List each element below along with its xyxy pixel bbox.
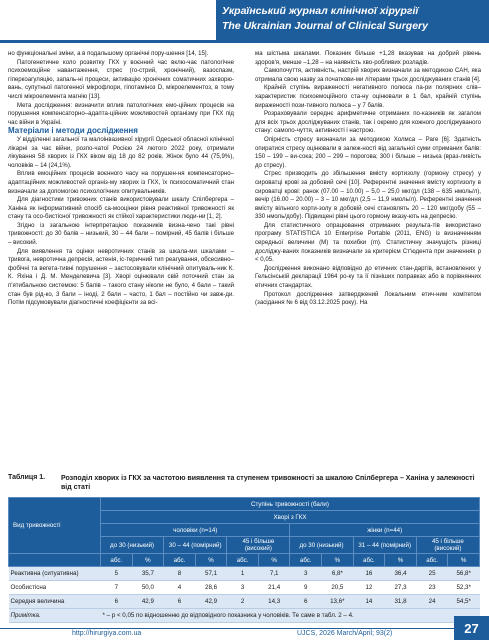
paragraph: Стрес призводить до збільшення вмісту кортизолу (гормону стресу) у сироватці крові за добовий сечі [10]. Референтні значення вмісту кортизолу в сироватці крові: ранок (07.00 – 10.00) – 5,0 – 25,0 мкг/дл (138 – 635 нмоль/л), вечір (16.00 – 20.00) – 3 – 10 мкг/дл (2,5 – 11,9 нмоль/л). Референтні значення вмісту вільного корти-золу в добовій сечі становлять 20 – 120 мкг/добу (55 – 330 нмоль/добу). Підвищені рівні цього гормону вказу-ють на депресію. <box>255 170 481 221</box>
table-head-pct: % <box>258 554 290 567</box>
table-cell: 35,7 <box>132 567 164 581</box>
table-cell: 5 <box>101 567 133 581</box>
paragraph: Для діагностики тривожних станів використовували шкалу Спілбергера – Ханіна як інформативний спосіб са-мооцінки рівня реактивної тривожності як стану та осо-бистісної тривожності як стійкої характеристики люди-ни [1, 2]. <box>8 196 234 221</box>
table-cell: 12 <box>353 581 385 595</box>
page-number: 27 <box>454 616 489 640</box>
table-cell: 6 <box>290 595 322 609</box>
journal-header <box>216 0 489 40</box>
right-column <box>255 50 481 308</box>
paragraph: Самопочуття, активність, настрій хворих визначали за методикою САН, яка отримала свою назву за початкови-ми літерами трьох досліджуваних станів [4]. <box>255 67 481 83</box>
table-note: * – p < 0,05 по відношенню до відповідного показника у чоловіків. Те саме в табл. 2 – 4. <box>101 609 480 623</box>
table-cell: 3 <box>227 581 259 595</box>
table-note-label: Примітка. <box>9 609 101 623</box>
table-row <box>9 581 480 595</box>
paragraph: но функціональні зміни, а в подальшому органічні пору-шення [14, 15]. <box>8 50 209 57</box>
left-column <box>8 50 234 308</box>
table-cell: 42,9 <box>195 595 227 609</box>
paragraph: Для статистичного опрацювання отриманих результа-тів використано програму STATISTICA 10 Enterprise Portable (2011, ENG) із визначенням середньої величини (M) та похибки (m). Статистичну значущість різниці досліджу-ваних показників визначали за критерієм Ст'юдента при значеннях p < 0,05. <box>255 221 481 264</box>
footer-rule <box>0 628 489 629</box>
table-head-pct: % <box>448 554 480 567</box>
table-cell: 6 <box>164 595 196 609</box>
table-row <box>9 567 480 581</box>
table-cell: 57,1 <box>195 567 227 581</box>
table-cell: 4 <box>164 581 196 595</box>
table-head-women: жінки (n=44) <box>290 524 480 537</box>
table-cell: 20,5 <box>322 581 354 595</box>
table-head-level: Ступінь тривожності (бали) <box>101 498 480 511</box>
table-cell: 25 <box>416 567 448 581</box>
paragraph: Згідно із загальною інтерпретацією показників визна-чено такі рівні тривожності: до 30 балів – низький, 30 – 44 бали – помірний, 45 балів і більше – високий. <box>8 221 234 247</box>
table-head-level-cell: до 30 (низький) <box>290 537 353 554</box>
footer-citation: UJCS, 2026 March/April; 93(2) <box>297 630 393 637</box>
table-head-abs: абс. <box>353 554 385 567</box>
row-label: Особистісна <box>9 581 101 595</box>
table-cell: 16 <box>353 567 385 581</box>
table-head-empty <box>9 554 101 567</box>
table-cell: 23 <box>416 581 448 595</box>
table-cell: 9 <box>290 581 322 595</box>
table-cell: 28,6 <box>195 581 227 595</box>
table-head-pct: % <box>385 554 417 567</box>
table-head-abs: абс. <box>416 554 448 567</box>
table-head-patients: Хворі з ГКХ <box>101 511 480 524</box>
paragraph: Вплив емоційних процесів воєнного часу на порушен-ня компенсаторно–адаптаційних можливостей організ-му хворих із ГКХ, їх психосоматичний стан визначали за допомогою психологічних опитувальників. <box>8 170 234 195</box>
paragraph: Протокол дослідження затверджений Локальним етич-ним комітетом (засідання № 6 від 03.12.2025 року). На <box>255 290 481 307</box>
table-cell: 52,3* <box>448 581 480 595</box>
table-label: Таблиця 1. <box>8 474 46 481</box>
table-head-level-cell: 30 – 44 (помірний) <box>164 537 227 554</box>
paragraph: Опірність стресу визначали за методикою Холмса – Раге [6]. Здатність опиратися стресу оцінювали в залеж-ності від загальної суми отриманих балів: 150 – 199 – ви-сока; 200 – 299 – порогова; 300 і більше – низька (враз-ливість до стресу). <box>255 135 481 169</box>
table-row <box>9 595 480 609</box>
journal-title-en: The Ukrainian Journal of Clinical Surgery <box>222 20 428 32</box>
paragraph: ма шістьма шкалами. Показник більше +1,28 вказував на добрий рівень здоров'я, менше –1,28 – на наявність хво-робливих розладів. <box>255 50 481 66</box>
paragraph: Крайній ступінь вираженості негативного полюса па-ри полярних слів–характеристик психоемоційного ста-ну оцінювали в 1 бал, крайній ступінь вираженості пози-тивного полюса – у 7 балів. <box>255 84 481 109</box>
row-label: Середня величина <box>9 595 101 609</box>
table-head-pct: % <box>132 554 164 567</box>
paragraph: Дослідження виконано відповідно до етичних стан-дартів, встановлених у Гельсінській декларації 1964 ро-ку та її пізніших поправках або в порівнянних етичних стандартах. <box>255 264 481 290</box>
header-rule <box>0 40 489 43</box>
table-cell: 14,3 <box>258 595 290 609</box>
table-cell: 36,4 <box>385 567 417 581</box>
table-cell: 6,8* <box>322 567 354 581</box>
table-head-abs: абс. <box>290 554 322 567</box>
table-head-abs: абс. <box>227 554 259 567</box>
table-head-level-cell: 45 і більше (високий) <box>416 537 479 554</box>
paragraph: Для виявлення та оцінки невротичних станів за шкала-ми шкалами – тривога, невротична депресія, астенія, іс-теричний тип реагування, обсесивно–фобічні та вегета-тивні порушення – застосовували клінічний опитуваль-ник К. К. Яхіна і Д. М. Менделевича [3]. Хворі оцінювали свій поточний стан за п'ятибальною системою: 5 балів – такого стану ніколи не було, 4 бали – такий стан був рід-ко, 3 бали – іноді, 2 бали – часто, 1 бал – постійно чи завж-ди. Потім підсумовували діагностичні коефіцієнти за всі- <box>8 247 234 307</box>
table-cell: 8 <box>164 567 196 581</box>
table-cell: 56,8* <box>448 567 480 581</box>
table-cell: 24 <box>416 595 448 609</box>
paragraph: У відділенні загальної та малоінвазивної хірургії Одеської обласної клінічної лікарні за час війни, розпо-чатої Росією 24 лютого 2022 року, отримали лікування 58 хворих із ГКХ віком від 18 до 82 років. Жінок було 44 (75,9%), чоловіків – 14 (24,1%). <box>8 135 234 169</box>
table-head-men: чоловіки (n=14) <box>101 524 290 537</box>
table-head-level-cell: до 30 (низький) <box>101 537 164 554</box>
table-head-abs: абс. <box>164 554 196 567</box>
row-label: Реактивна (ситуативна) <box>9 567 101 581</box>
table-caption-text: Розподіл хворих із ГКХ за частотою виявлення та ступенем тривожності за шкалою Спілбергера – Ханіна у залежності від статі <box>61 475 475 491</box>
table-cell: 31,8 <box>385 595 417 609</box>
table-head-type: Вид тривожності <box>9 498 101 554</box>
table-head-abs: абс. <box>101 554 133 567</box>
table-note-row <box>9 609 480 623</box>
table-head-level-cell: 31 – 44 (помірний) <box>353 537 416 554</box>
table-head-level-cell: 45 і більше (високий) <box>227 537 290 554</box>
section-heading: Матеріали і методи дослідження <box>8 126 138 136</box>
anxiety-table <box>8 497 480 623</box>
table-cell: 14 <box>353 595 385 609</box>
table-cell: 7,1 <box>258 567 290 581</box>
paragraph: Розраховували середнє арифметичне отриманих по-казників як загалом для всіх трьох досліджуваних станів, так і окремо для кожного досліджуваного стану: самопо-чуття, активності і настрою. <box>255 110 481 135</box>
table-cell: 7 <box>101 581 133 595</box>
table-cell: 21,4 <box>258 581 290 595</box>
table-cell: 13,6* <box>322 595 354 609</box>
table-cell: 27,3 <box>385 581 417 595</box>
table-head-pct: % <box>322 554 354 567</box>
table-cell: 42,9 <box>132 595 164 609</box>
table-cell: 1 <box>227 567 259 581</box>
footer-url-link[interactable]: http://hirurgiya.com.ua <box>72 630 142 637</box>
journal-title-ua: Український журнал клінічної хірургії <box>222 5 419 17</box>
table-cell: 3 <box>290 567 322 581</box>
paragraph: Патогенетичне коло розвитку ГКХ у воєнний час вклю-чає патологічне психоемоційне навантаження, стрес (го-стрий, хронічний), вазоспазм, гіперкоагуляцію, запаль-ні процеси, активацію хронічних соматичних захворю-вань, супутньої патогенної мікрофлори, гіпотаміноз D, мікроелементоз, в тому числі мікроелемента магнію [13]. <box>8 58 234 100</box>
table-cell: 50,0 <box>132 581 164 595</box>
table-cell: 54,5* <box>448 595 480 609</box>
table-cell: 2 <box>227 595 259 609</box>
table-head-pct: % <box>195 554 227 567</box>
table-cell: 6 <box>101 595 133 609</box>
paragraph: Мета дослідження: визначити вплив патологічних емо-ційних процесів на порушення компенсаторно–адапта-ційних можливостей організму при ГКХ під час війни в Україні. <box>8 101 234 126</box>
